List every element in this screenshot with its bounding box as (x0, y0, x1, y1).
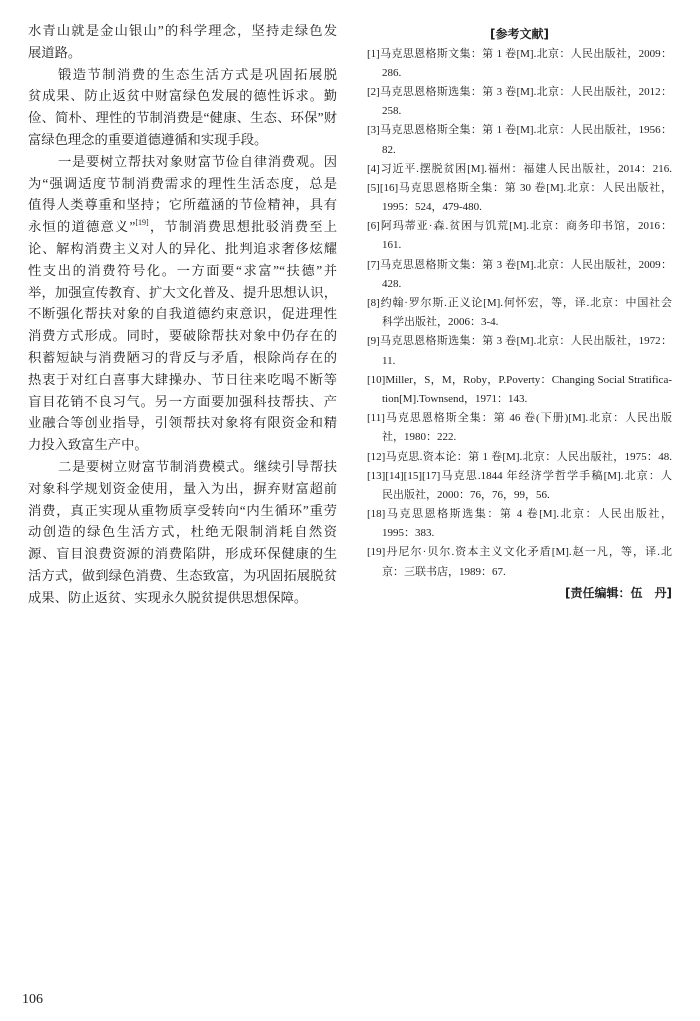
reference-item (367, 409, 672, 447)
text-line: 成果、防止返贫、实现永久脱贫提供思想保障。 (28, 589, 308, 605)
reference-line: [12]马克思.资本论：第 1 卷[M].北京：人民出版社，1975：48. (367, 450, 672, 463)
text-line: 值得人类尊重和坚持；它所蕴涵的节俭精神，具有 (28, 197, 337, 213)
reference-line: [13][14][15][17]马克思.1844 年经济学哲学手稿[M].北京：人 (367, 469, 672, 482)
reference-line: 258. (382, 105, 402, 118)
reference-line: [8]约翰·罗尔斯.正义论[M].何怀宏，等，译.北京：中国社会 (367, 297, 672, 310)
reference-line: [19]丹尼尔·贝尔.资本主义文化矛盾[M].赵一凡，等，译.北 (367, 546, 672, 559)
text-segment: 永恒的道德意义” (28, 219, 136, 235)
reference-item (367, 121, 672, 159)
reference-item (367, 332, 672, 370)
reference-line: 科学出版社，2006：3-4. (382, 316, 499, 329)
reference-line: tion[M].Townsend，1971：143. (382, 392, 528, 405)
text-line: 举，加强宣传教育、扩大文化普及、提升思想认识， (28, 284, 337, 300)
text-line: 对象科学规划资金使用，量入为出，摒弃财富超前 (28, 480, 337, 496)
text-segment: ，节制消费思想批驳消费至上 (148, 219, 338, 235)
reference-item (367, 217, 672, 255)
reference-item (367, 371, 672, 409)
text-line: 源、盲目浪费资源的消费陷阱，形成环保健康的生 (28, 546, 337, 562)
reference-item (367, 448, 672, 467)
text-line: 动创造的绿色生活方式，杜绝无限制消耗自然资 (28, 524, 337, 540)
reference-item (367, 467, 672, 505)
reference-item (367, 45, 672, 83)
text-line: 二是要树立财富节制消费模式。继续引导帮扶 (58, 458, 337, 474)
text-line: 水青山就是金山银山”的科学理念，坚持走绿色发 (28, 23, 337, 38)
reference-line: [7]马克思恩格斯文集：第 3 卷[M].北京：人民出版社，2009： (367, 258, 672, 271)
reference-line: [18]马克思恩格斯选集：第 4 卷[M].北京：人民出版社， (367, 508, 672, 521)
reference-line: [3]马克思恩格斯全集：第 1 卷[M].北京：人民出版社，1956： (367, 124, 672, 137)
text-line-with-citation (28, 216, 337, 238)
reference-line: 428. (382, 277, 402, 290)
reference-item (367, 160, 672, 179)
text-line: 展道路。 (28, 44, 82, 60)
reference-line: 11. (382, 354, 396, 367)
paragraph (28, 456, 337, 609)
body-text-column (28, 20, 337, 609)
reference-line: 286. (382, 66, 402, 79)
reference-line: 82. (382, 143, 396, 156)
text-line: 消费，真正实现从重物质享受转向“内生循环”重劳 (28, 502, 337, 518)
text-line: 论、解构消费主义对人的异化、批判追求奢侈炫耀 (28, 240, 337, 256)
text-line: 为“强调适度节制消费需求的理性生活态度，总是 (28, 175, 337, 191)
text-line: 性支出的消费符号化。一方面要“求富”“扶德”并 (28, 262, 337, 278)
text-line: 业融合等创业指导，引领帮扶对象将有限资金和精 (28, 415, 337, 431)
text-line: 一是要树立帮扶对象财富节俭自律消费观。因 (58, 153, 337, 169)
reference-line: 社，1980：222. (382, 431, 457, 444)
text-line: 俭、简朴、理性的节制消费是“健康、生态、环保”财 (28, 110, 337, 126)
paragraph (28, 64, 337, 151)
reference-line: [6]阿玛蒂亚·森.贫困与饥荒[M].北京：商务印书馆，2016： (367, 220, 672, 233)
text-line: 活方式，做到绿色消费、生态致富，为巩固拓展脱贫 (28, 567, 337, 583)
text-line: 热衷于对红白喜事大肆操办、节日往来吃喝不断等 (28, 371, 337, 387)
reference-item (367, 256, 672, 294)
reference-line: [2]马克思恩格斯选集：第 3 卷[M].北京：人民出版社，2012： (367, 85, 672, 98)
reference-line: [1]马克思恩格斯文集：第 1 卷[M].北京：人民出版社，2009： (367, 47, 672, 60)
text-line: 积蓄短缺与消费陋习的背反与矛盾，根除尚存在的 (28, 349, 337, 365)
citation-superscript: [19] (135, 218, 149, 228)
reference-item (367, 83, 672, 121)
text-line: 锻造节制消费的生态生活方式是巩固拓展脱 (58, 66, 337, 82)
reference-line: [9]马克思恩格斯选集：第 3 卷[M].北京：人民出版社，1972： (367, 335, 672, 348)
reference-item (367, 543, 672, 581)
reference-line: [4]习近平.摆脱贫困[M].福州：福建人民出版社，2014：216. (367, 162, 672, 175)
reference-item (367, 179, 672, 217)
reference-item (367, 294, 672, 332)
paragraph (28, 20, 337, 64)
text-line: 富绿色理念的重要道德遵循和实现手段。 (28, 131, 268, 147)
reference-line: 161. (382, 239, 402, 252)
references-column (367, 25, 672, 603)
responsible-editor-note: [责任编辑：伍 丹] (565, 586, 672, 601)
paragraph (28, 151, 337, 456)
reference-line: 京：三联书店，1989：67. (382, 565, 506, 578)
text-line: 不断强化帮扶对象的自我道德约束意识，促进理性 (28, 306, 337, 322)
reference-line: 1995：383. (382, 527, 435, 540)
reference-line: 民出版社，2000：76，76，99，56. (382, 488, 550, 501)
reference-item (367, 505, 672, 543)
reference-line: [5][16]马克思恩格斯全集：第 30 卷[M].北京：人民出版社， (367, 181, 672, 194)
text-line: 贫成果、防止返贫中财富绿色发展的德性诉求。勤 (28, 88, 337, 104)
text-line: 消费方式形成。同时，要破除帮扶对象中仍存在的 (28, 328, 337, 344)
reference-line: 1995：524，479-480. (382, 201, 482, 214)
page-number: 106 (22, 992, 43, 1007)
text-line: 力投入致富生产中。 (28, 437, 148, 453)
references-heading: [参考文献] (490, 27, 549, 42)
reference-line: [10]Miller，S，M，Roby，P.Poverty：Changing Social Stratifica- (367, 373, 672, 386)
reference-line: [11]马克思恩格斯全集：第 46 卷(下册)[M].北京：人民出版 (367, 412, 672, 425)
text-line: 盲目花销不良习气。另一方面要加强科技帮扶、产 (28, 393, 337, 409)
